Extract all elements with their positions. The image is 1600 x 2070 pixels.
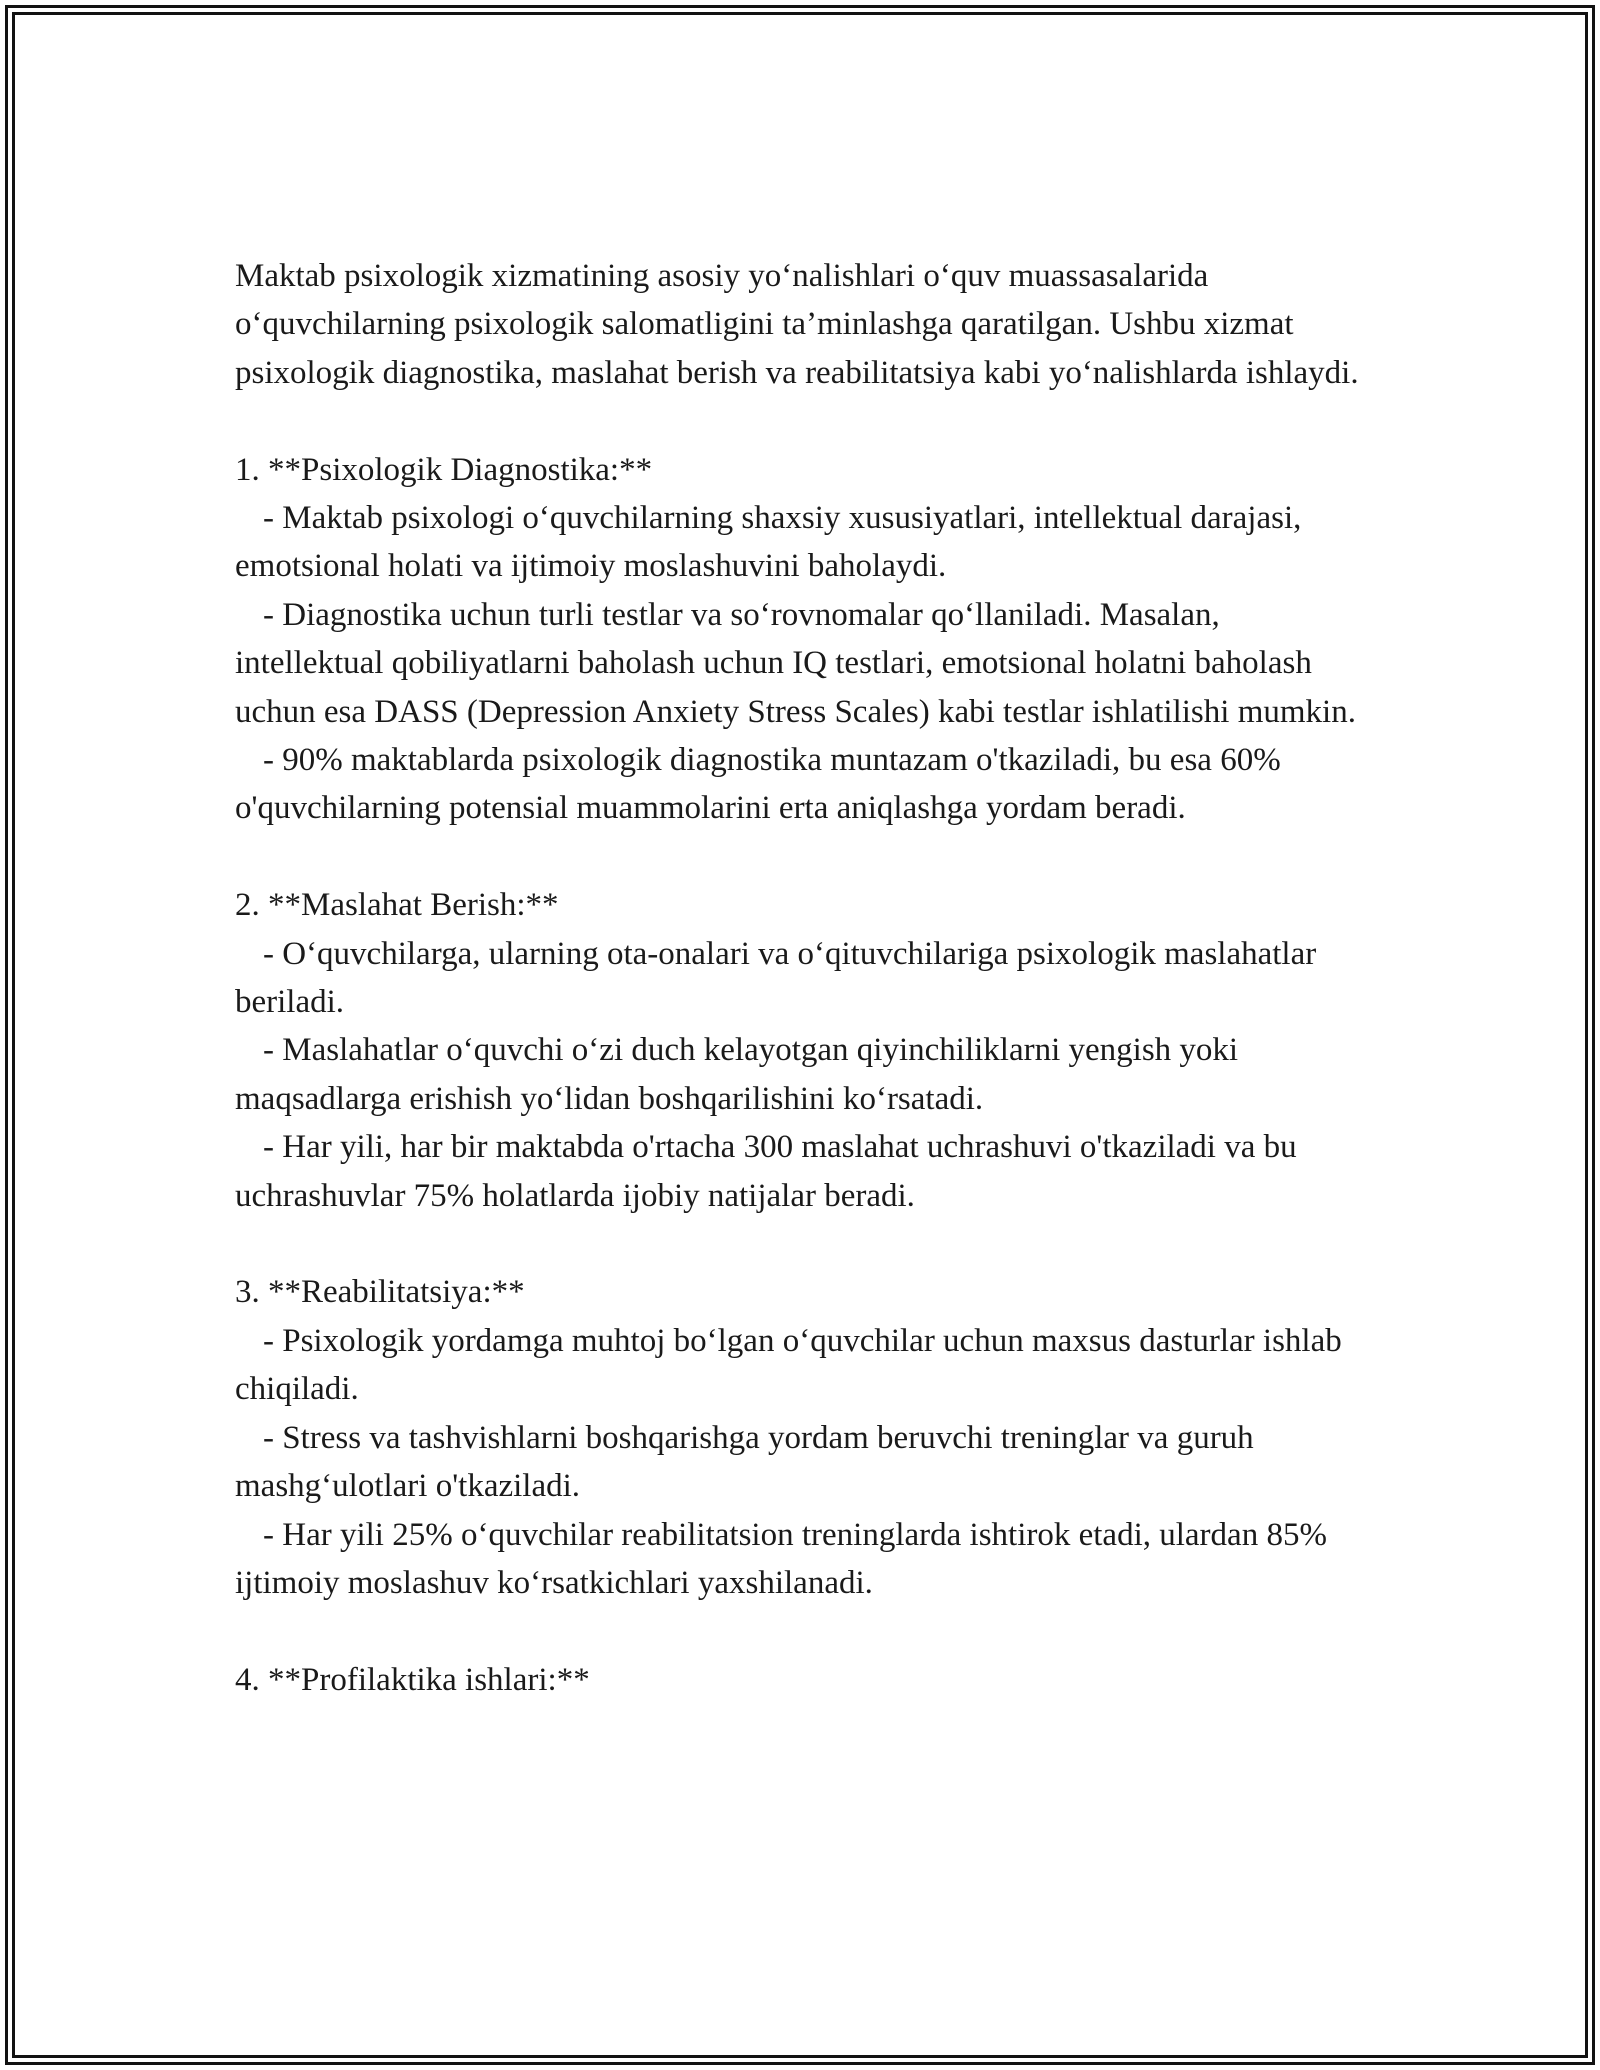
- section-heading-profilaktika: 4. **Profilaktika ishlari:**: [235, 1661, 590, 1698]
- list-item: - Diagnostika uchun turli testlar va so‘rovnomalar qo‘llaniladi. Masalan, intellektual qobiliyatlarni baholash uchun IQ testlari, emotsional holatni baholash uchun esa DASS (Depression Anxiety Stress Scales) kabi testlar ishlatilishi mumkin.: [235, 596, 1356, 730]
- document-body: [235, 252, 1375, 1704]
- section-heading-maslahat: 2. **Maslahat Berish:**: [235, 887, 559, 924]
- section-heading-reabilitatsiya: 3. **Reabilitatsiya:**: [235, 1274, 525, 1311]
- list-item: - 90% maktablarda psixologik diagnostika muntazam o'tkaziladi, bu esa 60% o'quvchilarning potensial muammolarini erta aniqlashga yordam beradi.: [235, 742, 1281, 827]
- list-item: - Har yili, har bir maktabda o'rtacha 300 maslahat uchrashuvi o'tkaziladi va bu uchrashuvlar 75% holatlarda ijobiy natijalar beradi.: [235, 1129, 1297, 1214]
- list-item: - Stress va tashvishlarni boshqarishga yordam beruvchi treninglar va guruh mashg‘ulotlari o'tkaziladi.: [235, 1419, 1254, 1505]
- spacer: [235, 1607, 1375, 1655]
- list-item: - Maktab psixologi o‘quvchilarning shaxsiy xususiyatlari, intellektual darajasi, emotsional holati va ijtimoiy moslashuvini baholaydi.: [235, 500, 1302, 585]
- intro-paragraph: Maktab psixologik xizmatining asosiy yo‘nalishlari o‘quv muassasalarida o‘quvchilarning psixologik salomatligini ta’minlashga qaratilgan. Ushbu xizmat psixologik diagnostika, maslahat berish va reabilitatsiya kabi yo‘nalishlarda ishlaydi.: [235, 258, 1359, 391]
- list-item: - Psixologik yordamga muhtoj bo‘lgan o‘quvchilar uchun maxsus dasturlar ishlab chiqiladi.: [235, 1322, 1342, 1408]
- list-item: - Maslahatlar o‘quvchi o‘zi duch kelayotgan qiyinchiliklarni yengish yoki maqsadlarga erishish yo‘lidan boshqarilishini ko‘rsatadi.: [235, 1032, 1239, 1117]
- spacer: [235, 833, 1375, 881]
- list-item: - O‘quvchilarga, ularning ota-onalari va o‘qituvchilariga psixologik maslahatlar beriladi.: [235, 935, 1317, 1021]
- spacer: [235, 397, 1375, 445]
- spacer: [235, 1220, 1375, 1268]
- list-item: - Har yili 25% o‘quvchilar reabilitatsion treninglarda ishtirok etadi, ulardan 85% ijtimoiy moslashuv ko‘rsatkichlari yaxshilanadi.: [235, 1516, 1327, 1601]
- section-heading-diagnostika: 1. **Psixologik Diagnostika:**: [235, 451, 653, 488]
